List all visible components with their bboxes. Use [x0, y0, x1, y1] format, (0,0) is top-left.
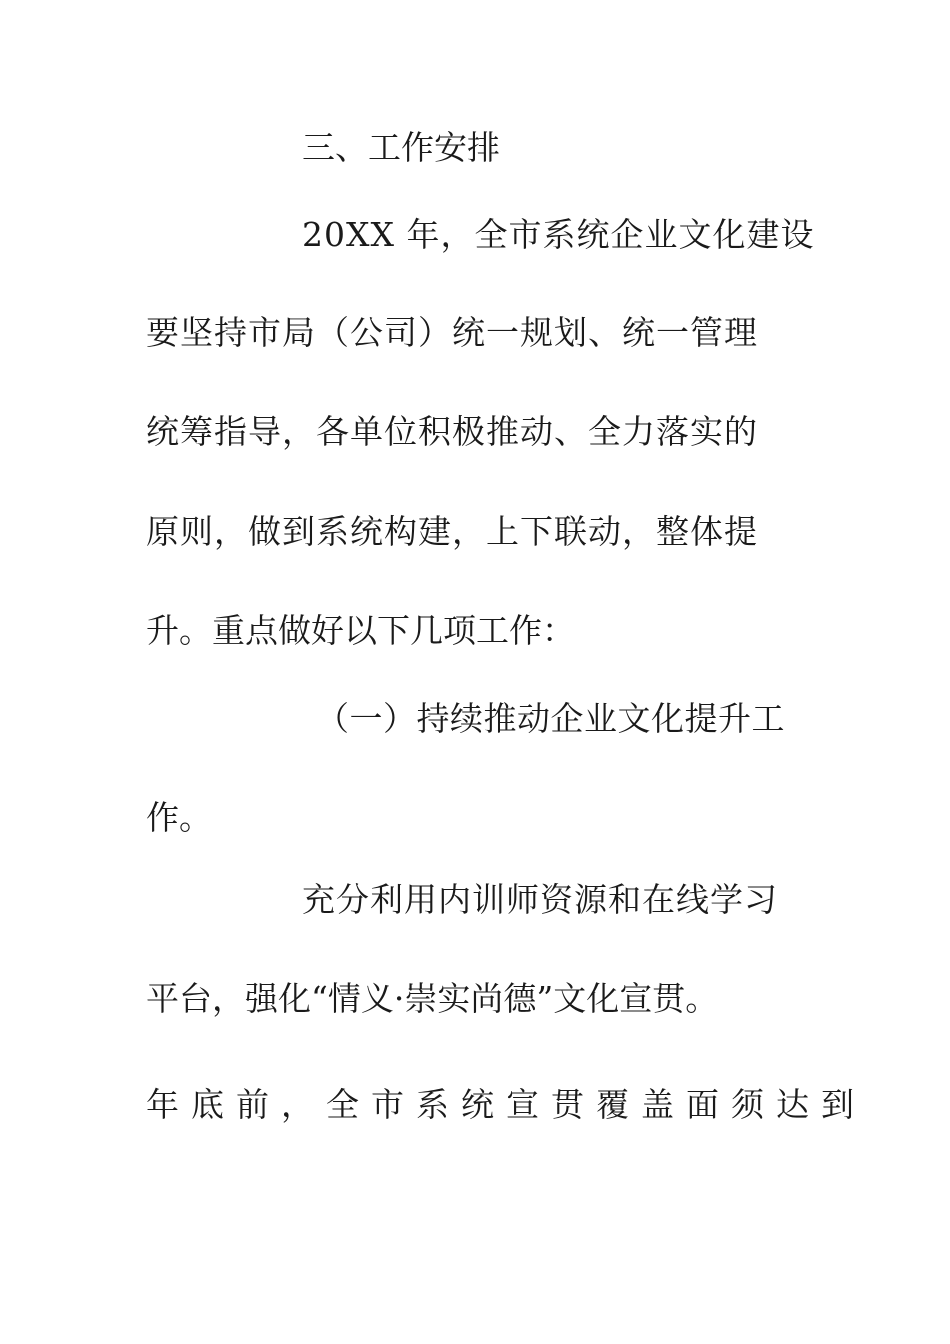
paragraph-1-line-4: 原则，做到系统构建，上下联动，整体提 — [146, 512, 758, 551]
paragraph-1-line-2: 要坚持市局（公司）统一规划、统一管理 — [146, 313, 758, 352]
paragraph-2-line-2: 平台，强化“情义·崇实尚德”文化宣贯。 — [146, 979, 719, 1018]
subheading-line-2: 作。 — [146, 798, 212, 837]
subheading-line-1: （一）持续推动企业文化提升工 — [316, 699, 785, 738]
paragraph-1-line-3: 统筹指导，各单位积极推动、全力落实的 — [146, 412, 758, 451]
paragraph-2-line-1: 充分利用内训师资源和在线学习 — [302, 880, 778, 919]
paragraph-1-line-1: 20XX 年，全市系统企业文化建设 — [302, 215, 815, 254]
paragraph-2-line-3: 年底前，全市系统宣贯覆盖面须达到 — [146, 1085, 866, 1124]
paragraph-1-line-5: 升。重点做好以下几项工作： — [146, 611, 575, 650]
section-heading: 三、工作安排 — [302, 128, 500, 167]
